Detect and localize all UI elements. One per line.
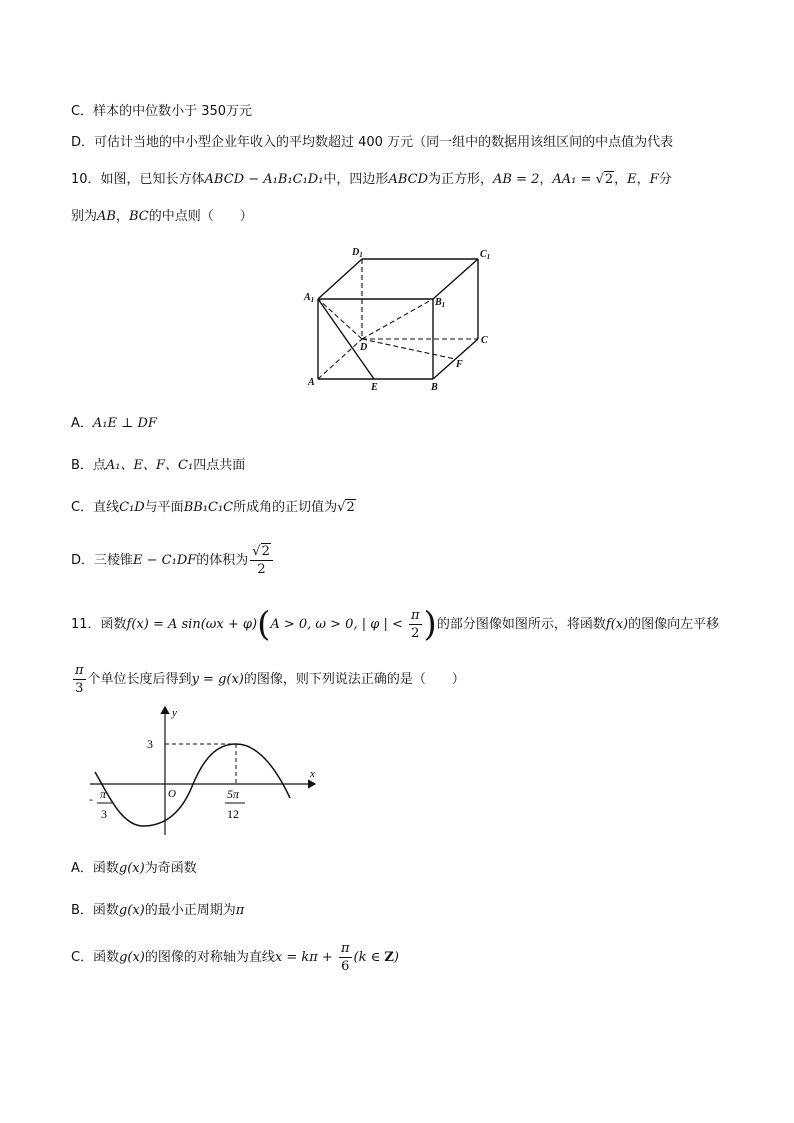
label-f: F — [456, 359, 463, 370]
origin-label: O — [168, 788, 176, 800]
q10-stem-line1: 10．如图，已知长方体ABCD − A₁B₁C₁D₁中，四边形ABCD为正方形，AB = 2，AA₁ = √2，E，F分 — [71, 172, 672, 187]
max-value-label: 3 — [147, 737, 153, 751]
label-d1: $D_1$ — [352, 247, 363, 259]
left-tick-num: π — [100, 787, 107, 801]
q11-option-b: B．函数g(x)的最小正周期为π — [71, 903, 245, 918]
neg-sign: - — [89, 792, 93, 806]
label-b: B — [431, 382, 438, 392]
label-b1: $B_1$ — [435, 297, 446, 309]
right-tick-num: 5π — [227, 787, 240, 801]
y-label: y — [172, 707, 177, 719]
q9-option-c: C．样本的中位数小于 350万元 — [71, 104, 253, 119]
cuboid-figure — [300, 242, 500, 392]
q10-option-a: A．A₁E ⊥ DF — [71, 416, 157, 431]
q11-option-c: C．函数g(x)的图像的对称轴为直线x = kπ + $\frac{\pi}{6}$ (k ∈ Z) — [71, 941, 399, 974]
q11-stem-line2: $\frac{\pi}{3}$ 个单位长度后得到y = g(x)的图像，则下列说法正确的是（ ） — [75, 663, 465, 696]
label-e: E — [371, 382, 378, 392]
q11-stem-line1: 11．函数f(x) = A sin(ωx + φ)(A > 0, ω > 0, | φ | < $\frac{\pi}{2}$ )的部分图像如图所示，将函数f(x)的图像向左平移 — [71, 604, 720, 645]
left-tick-den: 3 — [101, 807, 107, 821]
label-a: A — [308, 377, 315, 388]
right-tick-den: 12 — [227, 807, 239, 821]
label-c: C — [481, 335, 488, 346]
x-label: x — [310, 768, 315, 780]
label-a1: $A_1$ — [304, 292, 315, 304]
q10-stem-line2: 别为AB，BC的中点则（ ） — [71, 209, 253, 224]
q11-option-a: A．函数g(x)为奇函数 — [71, 861, 197, 876]
label-d: D — [360, 342, 368, 353]
sine-graph — [85, 700, 325, 840]
q9-option-d: D．可估计当地的中小型企业年收入的平均数超过 400 万元（同一组中的数据用该组区间的中点值为代表 — [71, 135, 674, 150]
q10-option-d: D．三棱锥E − C₁DF的体积为 $\frac{√2}{2}$ — [71, 543, 275, 578]
q10-option-b: B．点A₁、E、F、C₁四点共面 — [71, 458, 246, 473]
q10-option-c: C．直线C₁D与平面BB₁C₁C所成角的正切值为√2 — [71, 500, 355, 515]
label-c1: $C_1$ — [480, 249, 491, 261]
sine-curve — [95, 744, 290, 826]
